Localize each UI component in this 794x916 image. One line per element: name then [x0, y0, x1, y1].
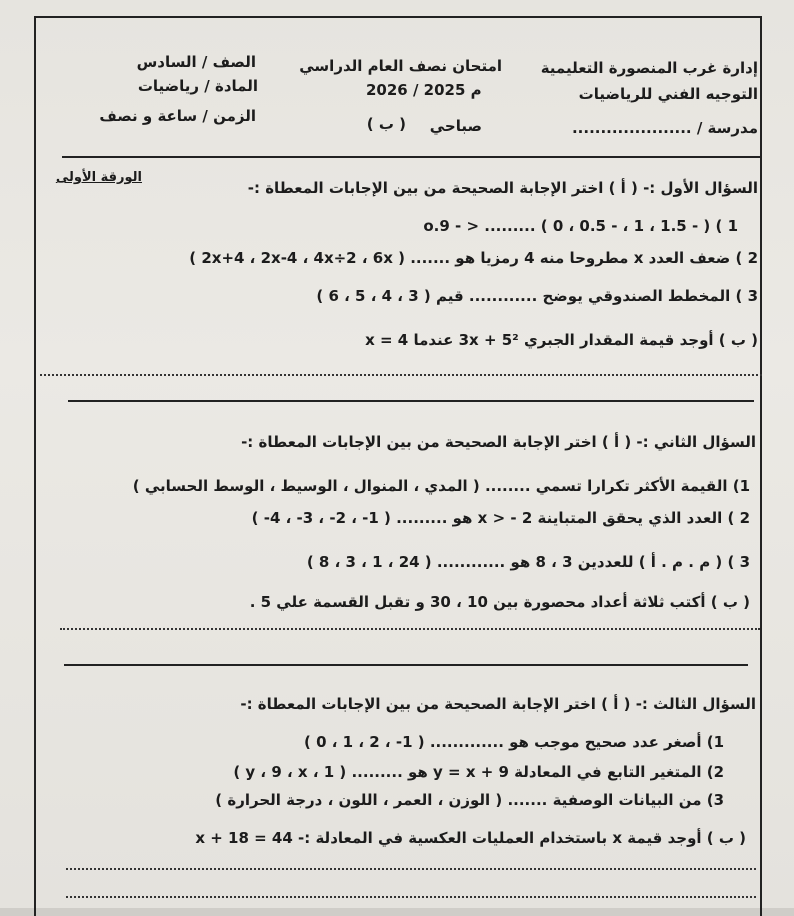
q1-title: السؤال الأول :- ( أ ) اختر الإجابة الصحيحة من بين الإجابات المعطاة :-: [247, 179, 758, 197]
q3-item-3: 3) من البيانات الوصفية ....... ( الوزن ، العمر ، اللون ، درجة الحرارة ): [215, 791, 724, 809]
header-shift: صباحي: [429, 117, 482, 135]
header-subject: المادة / رياضيات: [137, 77, 258, 95]
q3-answer-line-2: [66, 896, 756, 898]
q1-divider: [68, 400, 754, 402]
q3-answer-line-1: [66, 868, 756, 870]
header-school: مدرسة / .....................: [571, 119, 758, 137]
q2-title: السؤال الثاني :- ( أ ) اختر الإجابة الصحيحة من بين الإجابات المعطاة :-: [241, 433, 756, 451]
header-administration: إدارة غرب المنصورة التعليمية: [540, 59, 758, 77]
header-exam-title: امتحان نصف العام الدراسي: [299, 57, 502, 75]
header-divider: [62, 156, 760, 158]
header-grade: الصف / السادس: [136, 53, 256, 71]
q3-part-b: ( ب ) أوجد قيمة x باستخدام العمليات العكسية في المعادلة :- 44 = x + 18: [195, 829, 746, 847]
header-time: الزمن / ساعة و نصف: [99, 107, 256, 125]
q1-item-2: 2 ) ضعف العدد x مطروحا منه 4 رمزيا هو ....... ( 2x+4 ، 2x-4 ، 4x÷2 ، 6x ): [189, 249, 758, 267]
q3-item-1: 1) أصغر عدد صحيح موجب هو ............. ( 1- ، 2 ، 1 ، 0 ): [304, 733, 724, 751]
q1-part-b: ( ب ) أوجد قيمة المقدار الجبري 3x + 5² عندما x = 4: [365, 331, 758, 349]
header-form: ( ب ): [366, 115, 406, 133]
q2-item-1: 1) القيمة الأكثر تكرارا تسمي ........ ( المدي ، المنوال ، الوسيط ، الوسط الحسابي ): [132, 477, 750, 495]
q2-item-2: 2 ) العدد الذي يحقق المتباينة 2 - < x هو ......... ( 1- ، 2- ، 3- ، 4- ): [251, 509, 750, 527]
q1-answer-line: [40, 374, 762, 376]
q2-answer-line: [60, 628, 760, 630]
q1-item-1: 1 ) o.9 - > ......... ( 0 ، 0.5 - ، 1 ، 1.5 - ): [423, 217, 738, 235]
q2-divider: [64, 664, 748, 666]
header-department: التوجيه الفني للرياضيات: [578, 85, 758, 103]
q3-title: السؤال الثالث :- ( أ ) اختر الإجابة الصحيحة من بين الإجابات المعطاة :-: [240, 695, 756, 713]
q1-item-3: 3 ) المخطط الصندوقي يوضح ............ قيم ( 3 ، 4 ، 5 ، 6 ): [316, 287, 758, 305]
q2-item-3: 3 ) ( م . م . أ ) للعددين 3 ، 8 هو ............ ( 24 ، 1 ، 3 ، 8 ): [306, 553, 750, 571]
paper-label: الورقة الأولى: [55, 170, 142, 185]
q2-part-b: ( ب ) أكتب ثلاثة أعداد محصورة بين 10 ، 30 و تقبل القسمة علي 5 .: [249, 593, 750, 611]
header-year: 2026 / 2025 م: [366, 81, 482, 99]
q3-item-2: 2) المتغير التابع في المعادلة y = x + 9 هو ......... ( 1 ، y ، 9 ، x ): [233, 763, 724, 781]
